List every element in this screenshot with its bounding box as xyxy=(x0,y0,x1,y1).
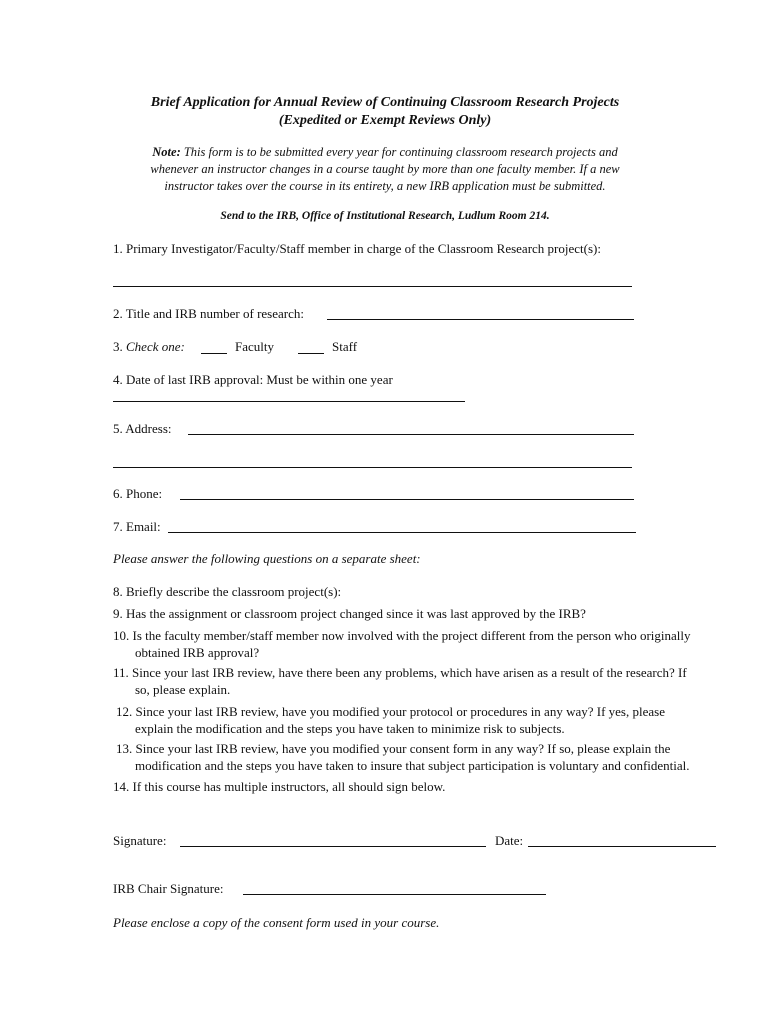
note-line3: instructor takes over the course in its entirety, a new IRB application must be submitted. xyxy=(164,179,606,193)
note-label: Note: xyxy=(152,145,181,159)
question-1-label: 1. Primary Investigator/Faculty/Staff member in charge of the Classroom Research project(s): xyxy=(113,241,601,256)
note-line1 xyxy=(0,145,770,160)
irb-chair-signature-field[interactable] xyxy=(243,894,546,895)
note-line2: whenever an instructor changes in a course taught by more than one faculty member. If a new xyxy=(150,162,620,176)
question-12-line1: 12. Since your last IRB review, have you modified your protocol or procedures in any way? If yes, please xyxy=(116,704,665,719)
question-3-label: Check one: xyxy=(126,339,185,354)
question-10-line1: 10. Is the faculty member/staff member now involved with the project different from the person who originally xyxy=(113,628,691,643)
staff-option-label: Staff xyxy=(332,339,358,354)
irb-chair-signature-label: IRB Chair Signature: xyxy=(113,881,224,896)
question-10-line2: obtained IRB approval? xyxy=(135,645,260,660)
question-11-line2: so, please explain. xyxy=(135,682,231,697)
question-3-row xyxy=(113,339,185,355)
signature-field[interactable] xyxy=(180,846,486,847)
phone-field[interactable] xyxy=(180,499,634,500)
question-8: 8. Briefly describe the classroom project(s): xyxy=(113,584,342,599)
question-6-label: 6. Phone: xyxy=(113,486,163,501)
question-13-line1: 13. Since your last IRB review, have you modified your consent form in any way? If so, please explain the xyxy=(116,741,671,756)
email-field[interactable] xyxy=(168,532,636,533)
question-14: 14. If this course has multiple instructors, all should sign below. xyxy=(113,779,446,794)
question-4-label: 4. Date of last IRB approval: Must be within one year xyxy=(113,372,393,387)
question-7-label: 7. Email: xyxy=(113,519,161,534)
question-2-label: 2. Title and IRB number of research: xyxy=(113,306,304,321)
question-5-label: 5. Address: xyxy=(113,421,172,436)
last-approval-date-field[interactable] xyxy=(113,401,465,402)
separate-sheet-instructions: Please answer the following questions on a separate sheet: xyxy=(113,551,421,566)
form-title-line2: (Expedited or Exempt Reviews Only) xyxy=(278,113,492,128)
consent-form-instructions: Please enclose a copy of the consent form used in your course. xyxy=(113,915,440,930)
pi-name-field[interactable] xyxy=(113,286,632,287)
send-to-instructions: Send to the IRB, Office of Institutional Research, Ludlum Room 214. xyxy=(220,210,550,222)
title-irb-number-field[interactable] xyxy=(327,319,634,320)
address-field-line2[interactable] xyxy=(113,467,632,468)
staff-checkbox[interactable] xyxy=(298,353,324,354)
question-3-number: 3. xyxy=(113,339,123,354)
date-field[interactable] xyxy=(528,846,716,847)
address-field-line1[interactable] xyxy=(188,434,634,435)
form-title-line1: Brief Application for Annual Review of Continuing Classroom Research Projects xyxy=(150,95,620,110)
note-text-1: This form is to be submitted every year for continuing classroom research projects and xyxy=(183,145,618,159)
faculty-option-label: Faculty xyxy=(235,339,274,354)
date-label: Date: xyxy=(495,833,524,848)
question-9: 9. Has the assignment or classroom project changed since it was last approved by the IRB? xyxy=(113,606,586,621)
question-12-line2: explain the modification and the steps you have taken to minimize risk to subjects. xyxy=(135,721,565,736)
faculty-checkbox[interactable] xyxy=(201,353,227,354)
signature-label: Signature: xyxy=(113,833,167,848)
question-11-line1: 11. Since your last IRB review, have there been any problems, which have arisen as a result of the research? If xyxy=(113,665,687,680)
question-13-line2: modification and the steps you have taken to insure that subject participation is voluntary and confidential. xyxy=(135,758,690,773)
